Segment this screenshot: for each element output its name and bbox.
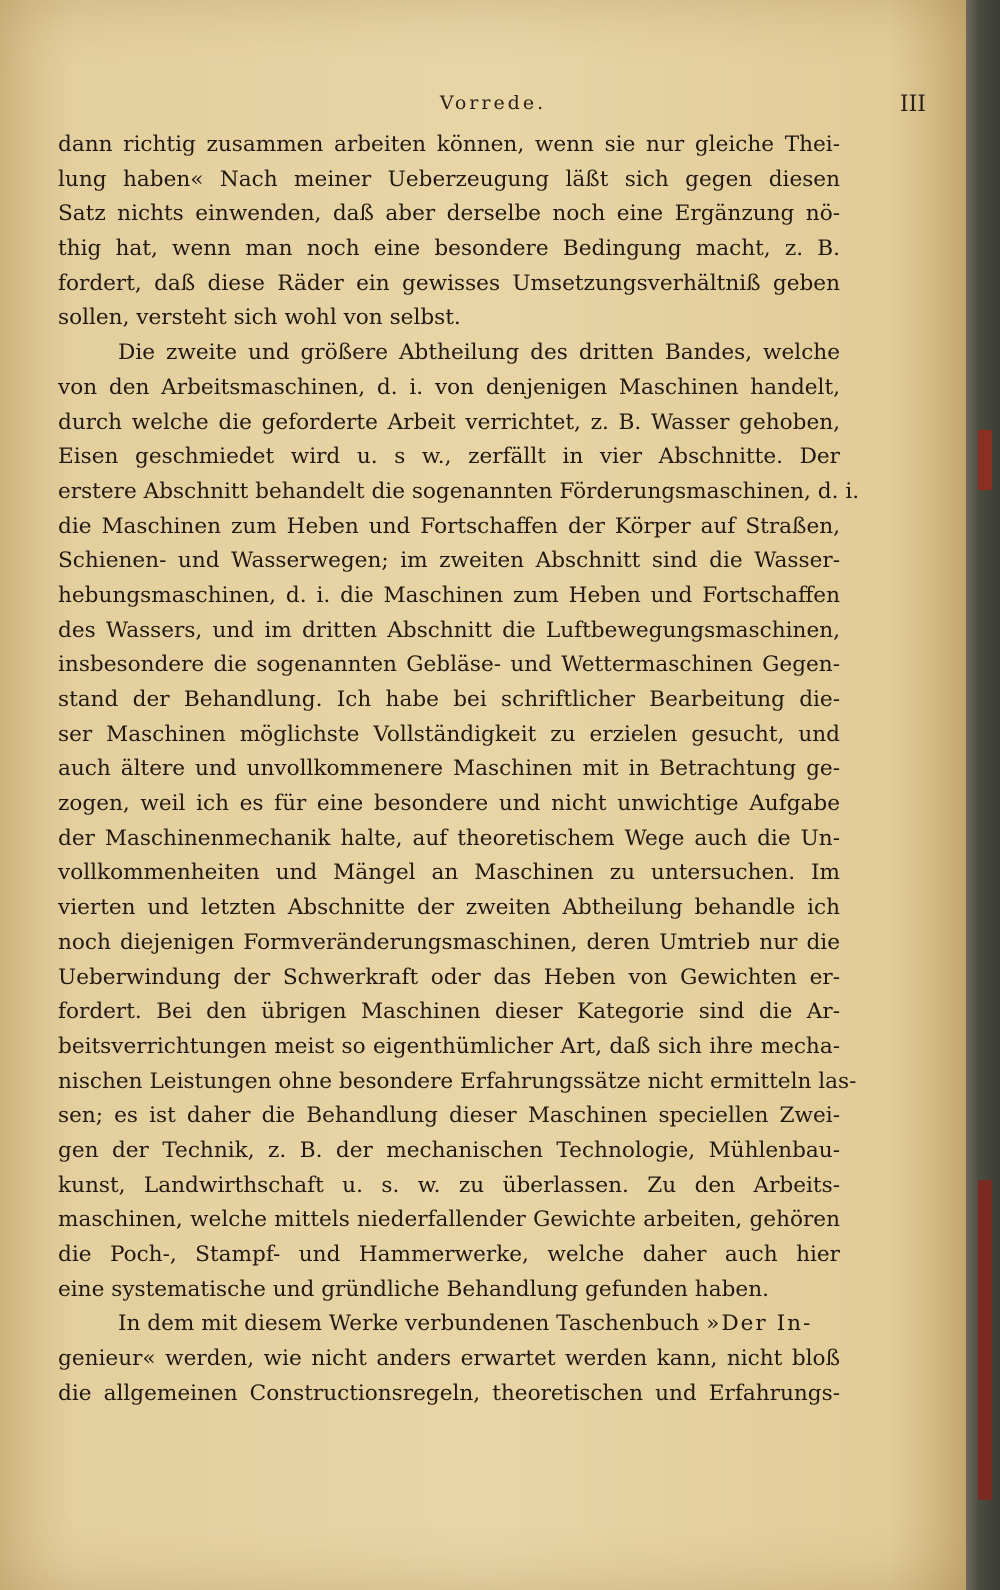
text-line: genieur« werden, wie nicht anders erwartet werden kann, nicht bloß xyxy=(58,1346,840,1372)
text-run: In dem mit diesem Werke verbundenen Taschenbuch xyxy=(118,1311,700,1337)
edge-bookmark xyxy=(978,430,992,490)
text-line: Satz nichts einwenden, daß aber derselbe noch eine Ergänzung nö- xyxy=(58,201,840,227)
title-spaced: »Der In- xyxy=(706,1311,813,1337)
text-line: kunst, Landwirthschaft u. s. w. zu überlassen. Zu den Arbeits- xyxy=(58,1172,840,1198)
text-line: zogen, weil ich es für eine besondere und nicht unwichtige Aufgabe xyxy=(58,791,840,817)
text-line: Schienen- und Wasserwegen; im zweiten Abschnitt sind die Wasser- xyxy=(58,548,840,574)
text-line: insbesondere die sogenannten Gebläse- und Wettermaschinen Gegen- xyxy=(58,652,840,678)
text-line: Ueberwindung der Schwerkraft oder das Heben von Gewichten er- xyxy=(58,964,840,990)
text-line: des Wassers, und im dritten Abschnitt die Luftbewegungsmaschinen, xyxy=(58,617,840,643)
text-line: auch ältere und unvollkommenere Maschinen mit in Betrachtung ge- xyxy=(58,756,840,782)
text-line: eine systematische und gründliche Behandlung gefunden haben. xyxy=(58,1276,769,1302)
text-line: fordert. Bei den übrigen Maschinen dieser Kategorie sind die Ar- xyxy=(58,999,840,1025)
text-line: durch welche die geforderte Arbeit verrichtet, z. B. Wasser gehoben, xyxy=(58,409,840,435)
paragraph-start-line xyxy=(58,1307,840,1342)
text-line: die Maschinen zum Heben und Fortschaffen der Körper auf Straßen, xyxy=(58,513,840,539)
edge-bookmark xyxy=(978,1180,992,1500)
text-line: Eisen geschmiedet wird u. s w., zerfällt in vier Abschnitte. Der xyxy=(58,444,840,470)
text-line: vierten und letzten Abschnitte der zweiten Abtheilung behandle ich xyxy=(58,895,840,921)
text-line: von den Arbeitsmaschinen, d. i. von denjenigen Maschinen handelt, xyxy=(58,374,840,400)
text-line: erstere Abschnitt behandelt die sogenannten Förderungsmaschinen, d. i. xyxy=(58,478,860,504)
text-line: fordert, daß diese Räder ein gewisses Umsetzungsverhältniß geben xyxy=(58,270,840,296)
text-line: der Maschinenmechanik halte, auf theoretischem Wege auch die Un- xyxy=(58,825,840,851)
text-line: stand der Behandlung. Ich habe bei schriftlicher Bearbeitung die- xyxy=(58,687,840,712)
text-line: die allgemeinen Constructionsregeln, theoretischen und Erfahrungs- xyxy=(58,1380,840,1406)
text-line: dann richtig zusammen arbeiten können, wenn sie nur gleiche Thei- xyxy=(58,132,840,157)
page-number: III xyxy=(899,92,926,117)
text-line: lung haben« Nach meiner Ueberzeugung läßt sich gegen diesen xyxy=(58,166,840,192)
text-line: vollkommenheiten und Mängel an Maschinen zu untersuchen. Im xyxy=(58,860,840,886)
text-line: nischen Leistungen ohne besondere Erfahrungssätze nicht ermitteln las- xyxy=(58,1068,857,1094)
text-line: sollen, versteht sich wohl von selbst. xyxy=(58,305,461,331)
text-line: ser Maschinen möglichste Vollständigkeit zu erzielen gesucht, und xyxy=(58,721,840,747)
paragraph-start-line: Die zweite und größere Abtheilung des dritten Bandes, welche xyxy=(118,340,840,366)
text-line: gen der Technik, z. B. der mechanischen Technologie, Mühlenbau- xyxy=(58,1137,840,1163)
body-text xyxy=(58,128,860,1411)
page-header xyxy=(60,92,926,124)
text-line: thig hat, wenn man noch eine besondere Bedingung macht, z. B. xyxy=(58,236,840,262)
text-line: maschinen, welche mittels niederfallender Gewichte arbeiten, gehören xyxy=(58,1207,840,1233)
text-line: hebungsmaschinen, d. i. die Maschinen zum Heben und Fortschaffen xyxy=(58,582,840,608)
text-line: die Poch-, Stampf- und Hammerwerke, welche daher auch hier xyxy=(58,1242,840,1267)
text-line: beitsverrichtungen meist so eigenthümlicher Art, daß sich ihre mecha- xyxy=(58,1033,840,1059)
text-line: noch diejenigen Formveränderungsmaschinen, deren Umtrieb nur die xyxy=(58,929,840,955)
text-line: sen; es ist daher die Behandlung dieser Maschinen speciellen Zwei- xyxy=(58,1103,840,1129)
running-head: Vorrede. xyxy=(439,92,547,114)
